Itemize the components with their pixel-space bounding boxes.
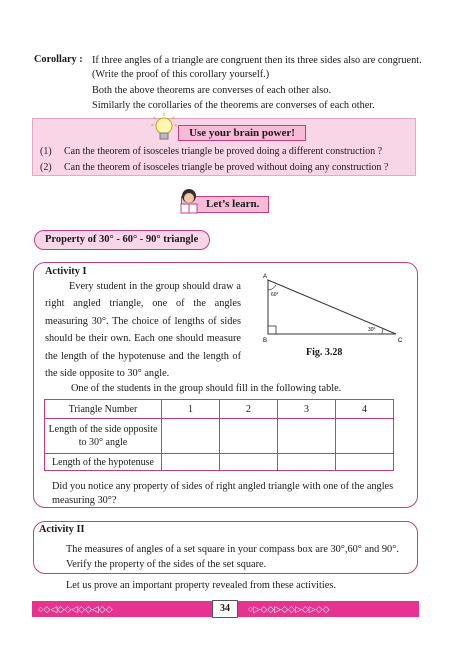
activity2-title: Activity II (39, 524, 85, 535)
activity1-title: Activity I (45, 266, 87, 277)
closing-text: Let us prove an important property revealed from these activities. (66, 580, 336, 591)
table-header: 2 (220, 400, 278, 419)
brain-question: (2) Can the theorem of isosceles triangle be proved without doing any construction ? (40, 162, 389, 173)
table-instruction: One of the students in the group should fill in the following table. (71, 383, 342, 394)
light-bulb-icon (150, 112, 178, 142)
table-header: 4 (336, 400, 394, 419)
brain-power-title: Use your brain power! (178, 125, 306, 141)
table-cell[interactable] (336, 419, 394, 454)
angle-c-label: 30° (368, 327, 376, 333)
table-cell-label: Length of the hypotenuse (45, 454, 162, 471)
reading-girl-icon (178, 187, 200, 215)
table-cell[interactable] (162, 454, 220, 471)
table-cell[interactable] (220, 419, 278, 454)
triangle-figure (260, 272, 410, 348)
triangle-table (44, 399, 394, 471)
vertex-a-label: A (263, 274, 268, 280)
table-cell[interactable] (278, 419, 336, 454)
table-row (45, 454, 394, 471)
activity1-paragraph: Every student in the group should draw a right angled triangle, one of the angles measuring 30°. The choice of lengths of sides should be their own. Each one should measure the length of the hypotenuse and the length of the side opposite to 30° angle. (45, 281, 241, 380)
table-header: 3 (278, 400, 336, 419)
vertex-c-label: C (398, 338, 403, 344)
corollary-line: If three angles of a triangle are congruent then its three sides also are congruent. (92, 55, 422, 66)
footer-shapes-right: ○▷◇◇▷◇◇▷◇▷◇◇ (248, 603, 330, 614)
table-cell-label: Length of the side opposite to 30° angle (45, 419, 162, 454)
table-cell[interactable] (162, 419, 220, 454)
table-cell[interactable] (336, 454, 394, 471)
corollary-line: (Write the proof of this corollary yourself.) (92, 69, 270, 80)
table-cell[interactable] (220, 454, 278, 471)
table-header: 1 (162, 400, 220, 419)
table-row (45, 419, 394, 454)
figure-caption: Fig. 3.28 (306, 347, 343, 358)
angle-a-label: 60° (271, 292, 279, 298)
activity2-line: The measures of angles of a set square in your compass box are 30°,60° and 90°. (66, 544, 399, 555)
footer-shapes-left: ○◇◁◇◇◁◇◇◁◇◇ (38, 603, 113, 614)
property-heading: Property of 30° - 60° - 90° triangle (34, 230, 210, 250)
vertex-b-label: B (263, 338, 268, 344)
corollary-line: Similarly the corollaries of the theorems are converses of each other. (92, 100, 375, 111)
page-number: 34 (212, 600, 238, 618)
activity1-question: Did you notice any property of sides of right angled triangle with one of the angles measuring 30°? (52, 481, 394, 506)
table-cell[interactable] (278, 454, 336, 471)
corollary-line: Both the above theorems are converses of each other also. (92, 85, 332, 96)
activity2-line: Verify the property of the sides of the set square. (66, 559, 267, 570)
table-header: Triangle Number (45, 400, 162, 419)
lets-learn-title: Let’s learn. (181, 196, 269, 213)
brain-question: (1) Can the theorem of isosceles triangle be proved doing a different construction ? (40, 146, 383, 157)
corollary-heading: Corollary : (34, 54, 83, 65)
